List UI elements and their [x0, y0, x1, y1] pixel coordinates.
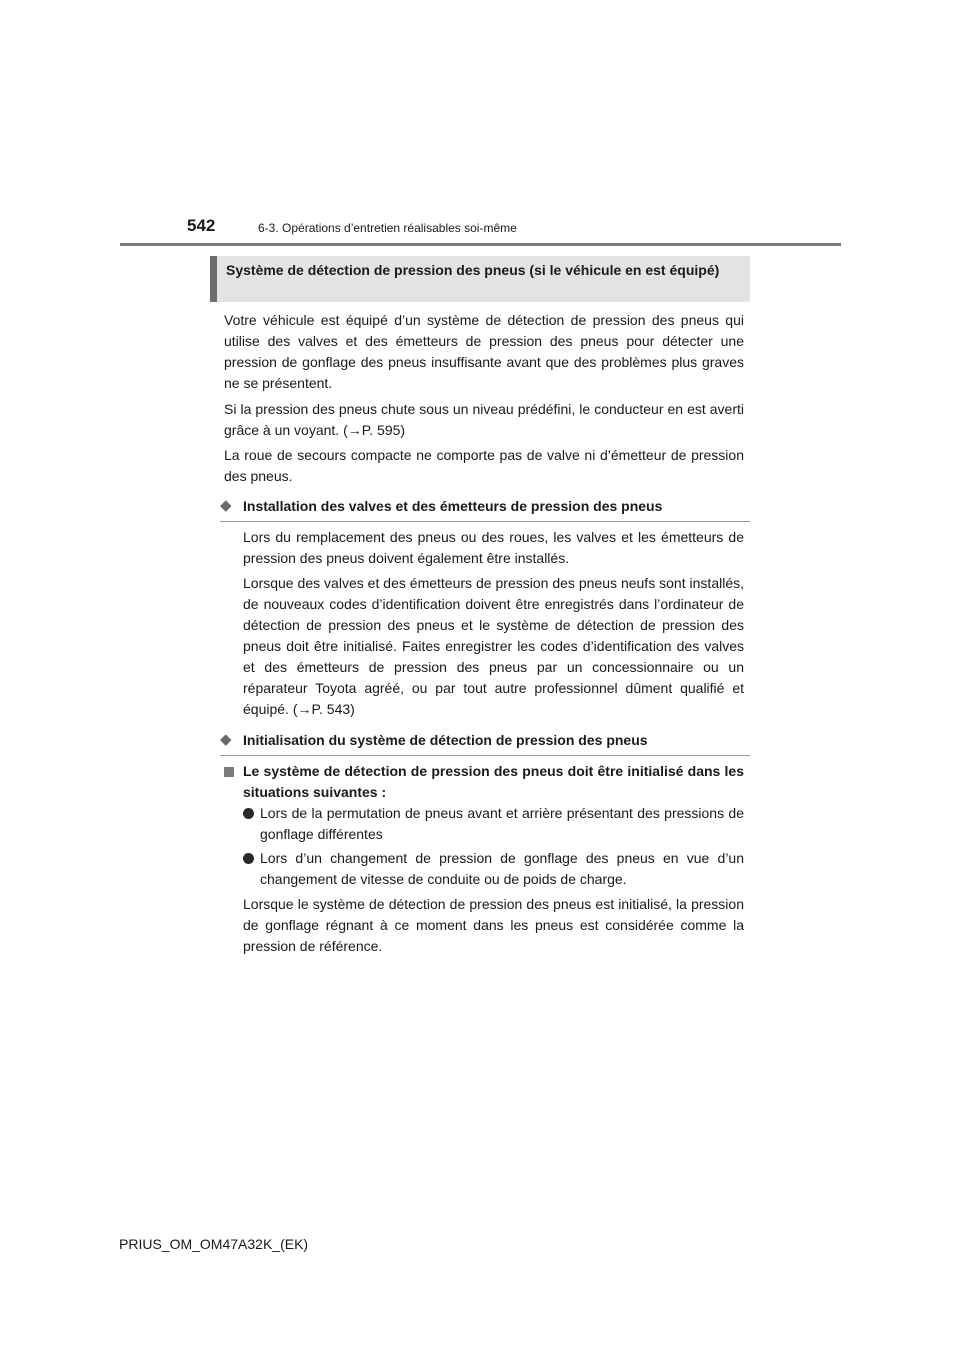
init-heading	[220, 731, 750, 756]
bullet-text-2: Lors d’un changement de pression de gonflage des pneus en vue d’un changement de vitesse de conduite ou de poids de charge.	[260, 850, 744, 887]
section-title-box	[210, 256, 750, 302]
intro-paragraph-1: Votre véhicule est équipé d’un système de détection de pression des pneus qui utilise des valves et des émetteurs de pression des pneus pour détecter une pression de gonflage des pneus insuffisante avant que des problèmes plus graves ne se présentent.	[224, 312, 744, 391]
install-heading-text: Installation des valves et des émetteurs de pression des pneus	[243, 498, 663, 514]
install-paragraph-2: Lorsque des valves et des émetteurs de pression des pneus neufs sont installés, de nouveaux codes d’identification doivent être enregistrés dans l’ordinateur de détection de pression des pneus et le système de détection de pression des pneus doit être initialisé. Faites enregistrer les codes d’identification des valves et des émetteurs de pression des pneus par un concessionnaire ou un réparateur Toyota agréé, ou par tout autre professionnel dûment qualifié et équipé. (→P. 543)	[243, 575, 744, 717]
intro-paragraph-2: Si la pression des pneus chute sous un niveau prédéfini, le conducteur en est averti grâce à un voyant. (→P. 595)	[224, 401, 744, 438]
section-title: Système de détection de pression des pneus (si le véhicule en est équipé)	[226, 262, 720, 278]
init-paragraph: Lorsque le système de détection de pression des pneus est initialisé, la pression de gonflage régnant à ce moment dans les pneus est considérée comme la pression de référence.	[243, 896, 744, 954]
page-number: 542	[187, 216, 216, 235]
init-condition-text: Le système de détection de pression des pneus doit être initialisé dans les situations suivantes :	[243, 763, 744, 800]
bullet-dot-icon	[243, 853, 254, 864]
bullet-dot-icon	[243, 808, 254, 819]
chapter-title: 6-3. Opérations d’entretien réalisables soi-même	[258, 221, 517, 235]
diamond-icon: ◆	[220, 731, 232, 748]
init-heading-text: Initialisation du système de détection de pression des pneus	[243, 732, 648, 748]
footer-code: PRIUS_OM_OM47A32K_(EK)	[119, 1236, 309, 1252]
install-paragraph-1: Lors du remplacement des pneus ou des roues, les valves et les émetteurs de pression des pneus doivent également être installés.	[243, 529, 744, 566]
install-heading	[220, 497, 750, 522]
bullet-item-1	[243, 803, 744, 845]
bullet-text-1: Lors de la permutation de pneus avant et arrière présentant des pressions de gonflage différentes	[260, 805, 744, 842]
bullet-item-2	[243, 848, 744, 890]
square-bullet-icon	[224, 767, 234, 777]
init-condition	[224, 761, 744, 803]
intro-paragraph-3: La roue de secours compacte ne comporte pas de valve ni d’émetteur de pression des pneus.	[224, 447, 744, 484]
header-divider	[120, 243, 841, 246]
diamond-icon: ◆	[220, 497, 232, 514]
